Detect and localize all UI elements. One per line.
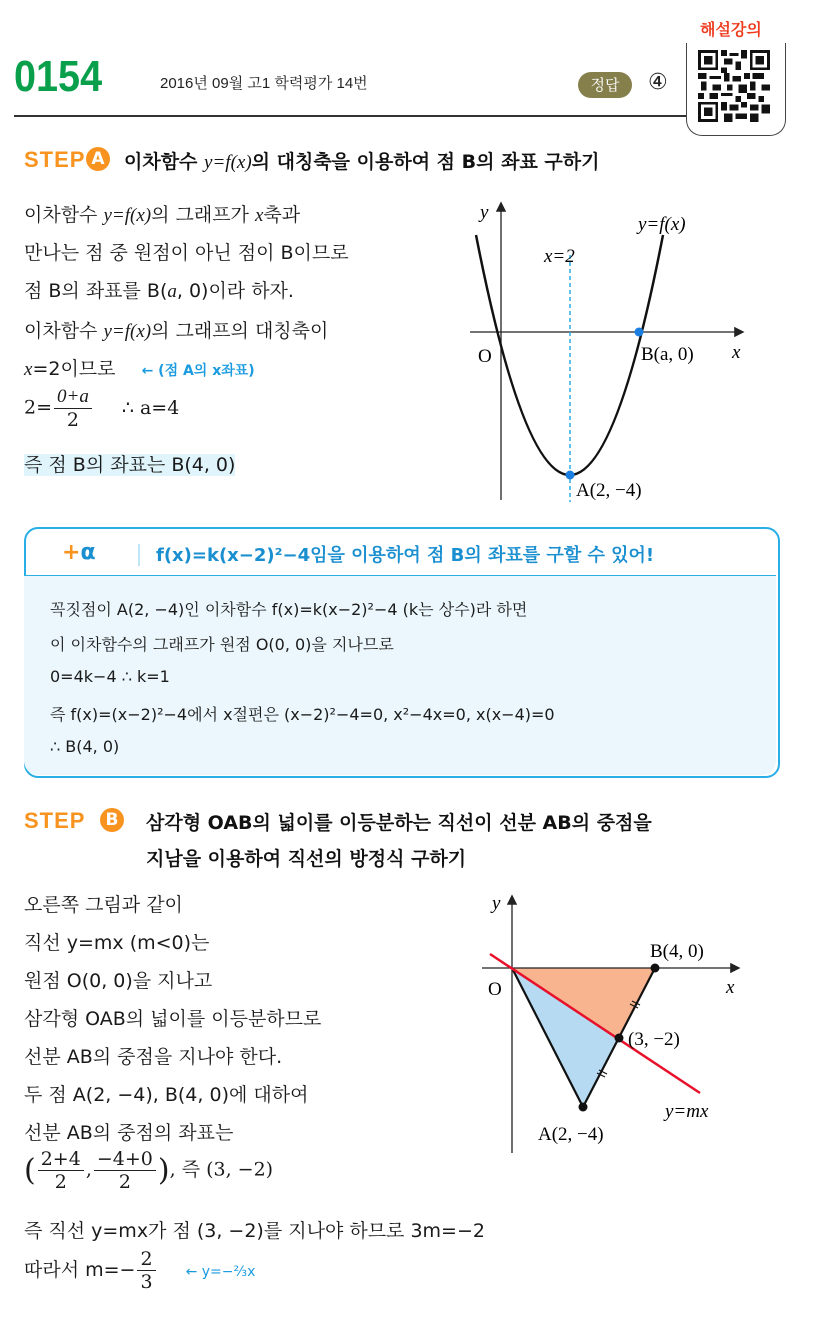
plus-alpha-line-3: 0=4k−4 ∴ k=1 <box>50 667 170 686</box>
answer-badge: 정답 <box>578 72 632 98</box>
header-divider <box>14 115 694 117</box>
parabola-graph <box>460 190 780 510</box>
svg-text:A(2, −4): A(2, −4) <box>576 480 642 501</box>
step-b-label: STEP <box>24 808 86 833</box>
step-b-conclusion: 따라서 m=− $\frac{2}{3}$ ← y=−⅔x <box>24 1248 256 1293</box>
step-a-line-7: 즉 점 B의 좌표는 B(4, 0) <box>24 454 236 476</box>
svg-text:x=2: x=2 <box>544 246 575 267</box>
svg-text:O: O <box>488 979 502 1000</box>
svg-text:(3, −2): (3, −2) <box>628 1029 680 1050</box>
step-b-line-6: 두 점 A(2, −4), B(4, 0)에 대하여 <box>24 1084 309 1106</box>
step-b-line-1: 오른쪽 그림과 같이 <box>24 894 183 916</box>
plus-alpha-line-1: 꼭짓점이 A(2, −4)인 이차함수 f(x)=k(x−2)²−4 (k는 상수)라 하면 <box>50 600 528 619</box>
svg-text:x: x <box>726 977 735 998</box>
step-a-line-3: 점 B의 좌표를 B(a, 0)이라 하자. <box>24 280 294 302</box>
svg-text:A(2, −4): A(2, −4) <box>538 1124 604 1145</box>
svg-text:B(4, 0): B(4, 0) <box>650 941 704 962</box>
problem-source: 2016년 09월 고1 학력평가 14번 <box>160 75 368 92</box>
svg-text:B(a, 0): B(a, 0) <box>641 344 694 365</box>
step-b-line-3: 원점 O(0, 0)을 지나고 <box>24 970 213 992</box>
step-a-label: STEP <box>24 147 86 172</box>
step-a-line-5: x=2이므로 ← (점 A의 x좌표) <box>24 358 255 380</box>
midpoint-formula: ( $\frac{2+4}{2}$ , $\frac{-4+0}{2}$ ), 즉 (3, −2) <box>24 1148 274 1193</box>
qr-code-icon[interactable] <box>698 50 770 122</box>
step-b-line-4: 삼각형 OAB의 넓이를 이등분하므로 <box>24 1008 322 1030</box>
svg-text:y: y <box>480 202 489 223</box>
note-x-coordinate: ← (점 A의 x좌표) <box>141 363 255 379</box>
plus-alpha-divider <box>138 544 140 566</box>
svg-text:x: x <box>732 342 741 363</box>
midpoint <box>615 1034 624 1043</box>
note-line-equation: ← y=−⅔x <box>185 1264 256 1280</box>
step-a-line-1: 이차함수 y=f(x)의 그래프가 x축과 <box>24 204 301 226</box>
intercept-point <box>635 328 644 337</box>
step-a-line-6: 2= $\frac{0+a}{2}$ ∴ a=4 <box>24 386 180 431</box>
step-b-title-2: 지남을 이용하여 직선의 방정식 구하기 <box>146 848 467 870</box>
step-a-badge: A <box>86 147 110 171</box>
step-b-title-1: 삼각형 OAB의 넓이를 이등분하는 직선이 선분 AB의 중점을 <box>146 812 652 834</box>
vertex-point <box>566 471 575 480</box>
plus-alpha-line-5: ∴ B(4, 0) <box>50 737 120 756</box>
step-a-title: 이차함수 y=f(x)의 대칭축을 이용하여 점 B의 좌표 구하기 <box>124 151 600 173</box>
lecture-label: 해설강의 <box>700 20 762 39</box>
problem-number: 0154 <box>14 52 103 101</box>
svg-text:O: O <box>478 346 492 367</box>
svg-text:y=f(x): y=f(x) <box>638 214 686 235</box>
plus-alpha-line-4: 즉 f(x)=(x−2)²−4에서 x절편은 (x−2)²−4=0, x²−4x=0, x(x−4)=0 <box>50 705 555 724</box>
step-b-badge: B <box>100 808 124 832</box>
svg-text:y: y <box>492 893 501 914</box>
step-b-line-2: 직선 y=mx (m<0)는 <box>24 932 210 954</box>
step-a-line-2: 만나는 점 중 원점이 아닌 점이 B이므로 <box>24 242 349 264</box>
answer-value: ④ <box>648 70 668 95</box>
svg-text:y=mx: y=mx <box>665 1101 709 1122</box>
step-b-line-pass: 즉 직선 y=mx가 점 (3, −2)를 지나야 하므로 3m=−2 <box>24 1220 485 1242</box>
step-a-line-4: 이차함수 y=f(x)의 그래프의 대칭축이 <box>24 320 329 342</box>
point-b <box>651 964 660 973</box>
step-b-line-5: 선분 AB의 중점을 지나야 한다. <box>24 1046 283 1068</box>
triangle-graph <box>460 885 780 1155</box>
step-b-line-7: 선분 AB의 중점의 좌표는 <box>24 1122 234 1144</box>
point-a <box>579 1103 588 1112</box>
plus-alpha-title: f(x)=k(x−2)²−4임을 이용하여 점 B의 좌표를 구할 수 있어! <box>156 545 655 566</box>
plus-alpha-line-2: 이 이차함수의 그래프가 원점 O(0, 0)을 지나므로 <box>50 635 394 654</box>
plus-alpha-icon: +α <box>62 540 96 565</box>
